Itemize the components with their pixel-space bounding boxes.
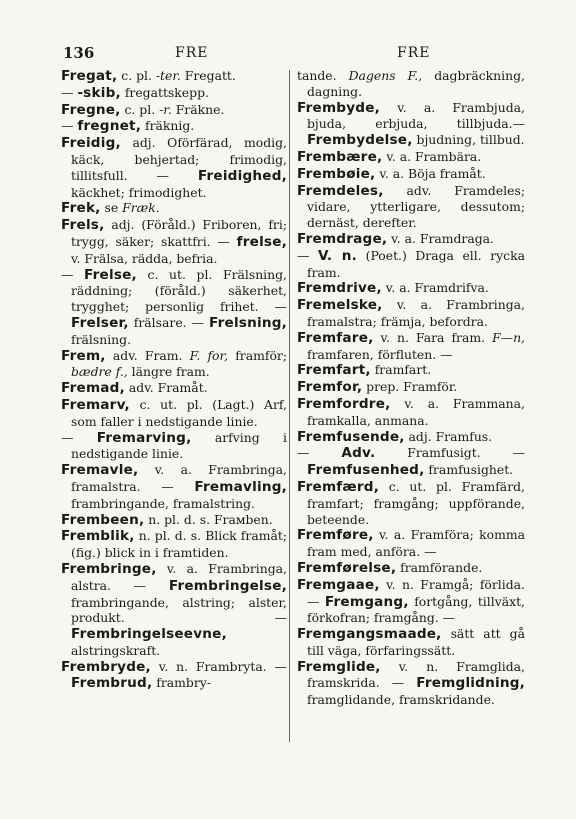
dictionary-entry: Fremfærd, c. ut. pl. Framfärd, framfart; framgång; uppförande, beteende. — [297, 478, 525, 527]
dictionary-entry: Fremfart, framfart. — [297, 362, 432, 379]
dictionary-entry: Frembyde, v. a. Frambjuda, bjuda, erbjuda, tillbjuda.—Frembydelse, bjudning, tillbud. — [297, 99, 525, 149]
dictionary-entry: Fremad, adv. Framåt. — [61, 380, 208, 397]
dictionary-entry: — fregnet, fräknig. — [61, 118, 195, 135]
dictionary-entry: Fremfor, prep. Framför. — [297, 379, 458, 396]
dictionary-entry: Fremførelse, framförande. — [297, 559, 483, 576]
dictionary-entry: Fremdrage, v. a. Framdraga. — [297, 230, 494, 247]
left-running-headword: FRE — [175, 45, 209, 61]
dictionary-entry: Frembryde, v. n. Frambryta. — Frembrud, frambry- — [61, 658, 287, 692]
dictionary-entry: Fremdeles, adv. Framdeles; vidare, ytterligare, dessutom; dernäst, derefter. — [297, 182, 525, 231]
dictionary-entry: Fremfusende, adj. Framfus. — [297, 428, 493, 445]
dictionary-entry: Fremavle, v. a. Frambringa, framalstra. — Fremavling, frambringande, framalstring. — [61, 462, 287, 511]
dictionary-entry: Fregne, c. pl. -r. Fräkne. — [61, 101, 225, 118]
left-column — [61, 68, 287, 692]
dictionary-entry: — Frelse, c. ut. pl. Frälsning, räddning; (föråld.) säkerhet, trygghet; personlig frihet. — Frelser, frälsare. — Frelsning, frälsning. — [61, 266, 287, 347]
page-header — [0, 44, 576, 66]
dictionary-entry: — V. n. (Poet.) Draga ell. rycka fram. — [297, 247, 525, 280]
dictionary-entry: Fremfare, v. n. Fara fram. F—n, framfaren, förfluten. — — [297, 329, 525, 362]
dictionary-entry: — Fremarving, arfving i nedstigande linie. — [61, 429, 287, 462]
column-divider — [289, 70, 290, 742]
dictionary-entry: Frembringe, v. a. Frambringa, alstra. — Frembringelse, frambringande, alstring; alster, produkt. — Frembringelseevne, alstringskraft. — [61, 560, 287, 658]
dictionary-entry: Fremføre, v. a. Framföra; komma fram med, anföra. — — [297, 527, 525, 560]
dictionary-entry: Fremelske, v. a. Frambringa, framalstra; främja, befordra. — [297, 297, 525, 329]
dictionary-entry: Fremdrive, v. a. Framdrifva. — [297, 280, 489, 297]
dictionary-entry: Fremgaae, v. n. Framgå; förlida. — Fremgang, fortgång, tillväxt, förkofran; framgång. — — [297, 576, 525, 626]
dictionary-entry: Fremblik, n. pl. d. s. Blick framåt; (fig.) blick in i framtiden. — [61, 528, 287, 561]
dictionary-entry: Fremarv, c. ut. pl. (Lagt.) Arf, som faller i nedstigande linie. — [61, 396, 287, 429]
right-running-headword: FRE — [397, 45, 431, 61]
dictionary-entry: Frels, adj. (Föråld.) Friboren, fri; trygg, säker; skattfri. — frelse, v. Frälsa, rädda, befria. — [61, 217, 287, 266]
dictionary-entry: Fremglide, v. n. Framglida, framskrida. — Fremglidning, framglidande, framskridande. — [297, 658, 525, 708]
dictionary-entry: Frem, adv. Fram. F. for, framför; bædre f., längre fram. — [61, 347, 288, 380]
page-number: 136 — [63, 44, 95, 62]
dictionary-entry: tande. Dagens F., dagbräckning, dagning. — [297, 68, 525, 99]
right-column — [297, 68, 525, 708]
dictionary-entry: Fremfordre, v. a. Frammana, framkalla, anmana. — [297, 395, 525, 428]
dictionary-entry: Frembeen, n. pl. d. s. Frамben. — [61, 511, 273, 528]
dictionary-entry: — -skib, fregattskepp. — [61, 84, 209, 101]
dictionary-entry: Freidig, adj. Oförfärad, modig, käck, behjertad; frimodig, tillitsfull. — Freidighed, käckhet; frimodighet. — [61, 135, 287, 200]
dictionary-entry: Frembøie, v. a. Böja framåt. — [297, 165, 486, 182]
dictionary-entry: Fregat, c. pl. -ter. Fregatt. — [61, 68, 236, 84]
dictionary-entry: Frembære, v. a. Frambära. — [297, 148, 482, 165]
dictionary-entry: — Adv. Framfusigt. — Fremfusenhed, framfusighet. — [297, 445, 525, 479]
dictionary-entry: Fremgangsmaade, sätt att gå till väga, förfaringssätt. — [297, 626, 525, 658]
dictionary-entry: Frek, se Fræk. — [61, 200, 160, 217]
